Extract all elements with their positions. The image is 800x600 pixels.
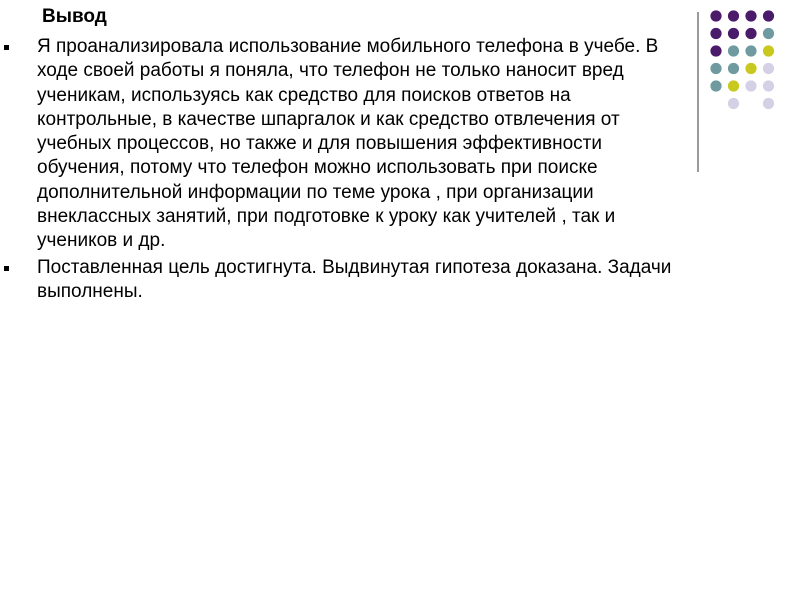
vertical-divider: [697, 12, 699, 172]
decorative-dot: [728, 28, 739, 39]
decorative-dot-grid: [704, 0, 784, 140]
bullet-item-2: [0, 256, 690, 305]
square-bullet-icon: [4, 266, 9, 271]
decorative-dot: [745, 10, 756, 21]
bullet-item-1: [0, 35, 690, 254]
bullet-text: Поставленная цель достигнута. Выдвинутая гипотеза доказана. Задачи выполнены.: [37, 256, 672, 302]
decorative-dot: [763, 10, 774, 21]
decorative-dot: [745, 28, 756, 39]
decorative-dot: [763, 98, 774, 109]
decorative-dot: [745, 63, 756, 74]
decorative-dot: [710, 28, 721, 39]
decorative-dot: [710, 63, 721, 74]
decorative-dot: [728, 80, 739, 91]
decorative-dot: [710, 80, 721, 91]
decorative-dot: [728, 45, 739, 56]
bullet-list: [0, 35, 690, 304]
slide-title: Вывод: [42, 6, 107, 27]
decorative-dot: [745, 45, 756, 56]
bullet-text: Я проанализировала использование мобильного телефона в учебе. В ходе своей работы я поняла, что телефон не только наносит вред ученикам, используясь как средство для поисков ответов на контрольные, в качестве шпаргалок и как средство отвлечения от учебных процессов, но также и для повышения эффективности обучения, потому что телефон можно использовать при поиске дополнительной информации по теме урока , при организации внеклассных занятий, при подготовке к уроку как учителей , так и учеников и др.: [37, 36, 659, 252]
decorative-dot: [763, 28, 774, 39]
decorative-dot: [763, 63, 774, 74]
decorative-dot: [763, 80, 774, 91]
decorative-dot: [728, 98, 739, 109]
decorative-dot: [710, 10, 721, 21]
square-bullet-icon: [4, 45, 9, 50]
decorative-dot: [728, 63, 739, 74]
decorative-dot: [728, 10, 739, 21]
decorative-dot: [763, 45, 774, 56]
decorative-dot: [745, 80, 756, 91]
decorative-dot: [710, 45, 721, 56]
